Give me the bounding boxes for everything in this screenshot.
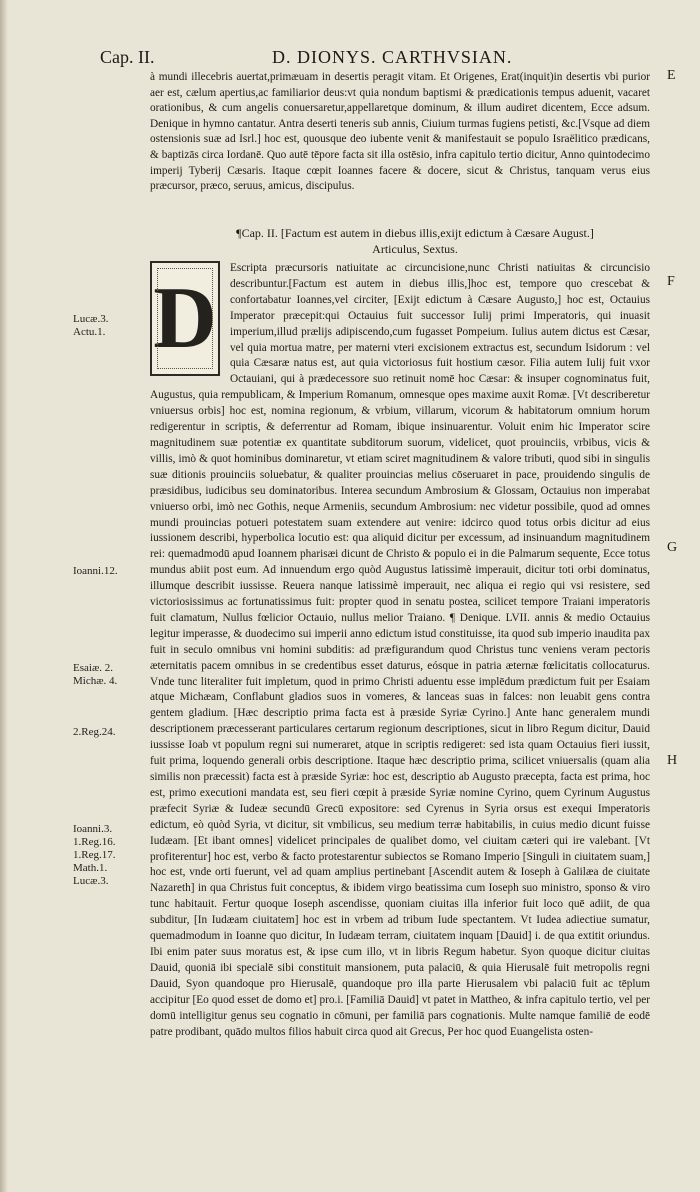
section-letter-g: G — [667, 540, 678, 555]
section-heading-article: Articulus, Sextus. — [372, 242, 458, 256]
section-letter-f: F — [667, 274, 675, 289]
section-letter-h: H — [667, 753, 678, 768]
running-header — [100, 47, 660, 71]
margin-note-esai-mich: Esaiæ. 2. Michæ. 4. — [73, 662, 118, 687]
intro-paragraph: à mundi illecebris auertat,primæuam in desertis peragit vitam. Et Origenes, Erat(inquit)in desertis vbi purior aer est, cælum apertius,ac familiarior deus:vt quia nondum baptismi & prædicationis tempus aduenit, vacaret orationibus, & cum angelis conuersaretur,appellaretque dominum, & illum audiret dicentem, Ecce adsum. Denique in hymno cantatur. Antra deserti teneris sub annis, Ciuium turmas fugiens petisti, &c.[Vsque ad diem ostensionis suæ ad Isrl.] hoc est, quousque deo iubente venit & manifestauit se populo Israëlitico prædicans, & baptizās circa Iordanē. Quo autē tēpore facta sit illa ostēsio, infra capitulo tertio dicitur, Anno quintodecimo imperij Tyberij Cæsaris. Itaque cœpit Ioannes facere & docere, sicut & Christus, tanquam verus eius præcursor, præco, seruus, amicus, discipulus. — [150, 71, 650, 193]
running-title: D. DIONYS. CARTHVSIAN. — [272, 47, 513, 67]
section-heading-title: ¶Cap. II. [Factum est autem in diebus illis,exijt edictum à Cæsare August.] — [236, 226, 594, 240]
margin-note-ioan-reg-math-luc: Ioanni.3. 1.Reg.16. 1.Reg.17. Math.1. Lucæ.3. — [73, 823, 116, 887]
decorated-initial-letter: D — [153, 269, 217, 367]
margin-note-ioan12: Ioanni.12. — [73, 565, 118, 577]
section-heading — [205, 225, 625, 257]
margin-note-reg24: 2.Reg.24. — [73, 726, 116, 738]
main-commentary-text: Escripta præcursoris natiuitate ac circuncisione,nunc Christi natiuitas & circuncisio describuntur.[Factum est autem in diebus illis,]hoc est, tempore quo crescebat & confortabatur Ioannes,vel circiter, [Exijt edictum à Cæsare Augusto,] hoc est, Octauius Imperator præcepit:qui Octauius fuit successor Iulij primi Imperatoris, qui inuasit imperium,illud prælijs adipiscendo,cum fugasset Pompeium. Iulius autem dictus est Cæsar, vel quia mortua matre, per materni vteri excisionem extractus est, secundum Isidorum : vel quia Cæsaræ natus est, aut quia victoriosus fuit hostium cæsor. Filia autem Iulij fuit vxor Octauiani, qui à prædecessore suo retinuit nomē hoc Cæsar: & insuper cognominatus fuit, Augustus, quia rempublicam, & Imperium Romanum, omnesque opes maxime auxit Romæ. [Vt describeretur vniuersus orbis] hoc est, nomina regionum, & vrbium, villarum, vicorum & habitatorum omnium horum redigerentur in scriptis, & deferrentur ad Romam, ibique insinuarentur. Voluit enim hic Imperator scire magnitudinem suæ potentiæ ex quantitate subditorum suorum, videlicet, quot prouinciis, vrbibus, vicis & villis, imò & quot hominibus dominaretur, vt etiam sciret magnitudinem & valore tributi, quod sibi in singulis suæ ditionis prouinciis soluebatur, & qualiter prouincias melius cōseruaret in pace, prouidendo singulis de præsidibus, iudicibus seu dominatoribus. Interea secundum Ambrosium & Glossam, Octauius non imperabat vniuerso orbi, imò nec Gothis, neque Armeniis, secundum Ambrosium: nec videtur possibile, quod ad omnes mundi prouincias potueri potestatem suam extendere aut venire: idcirco quod totus orbis dicitur ad eius iussionem describi, hyperbolica locutio est: qua aliquid dicitur per excessum, ad insinuandum magnitudinem rei: quemadmodū apud Ioannem pharisæi dicunt de Christo & populo ei in die Palmarum sequente, Ecce totus mundus abiit post eum. Ad innuendum ergo quòd Augustus latissimè imperauit, dicitur toti orbi dominatus, illumque describit iussisse. Reuera nanque latissimè imperauit, nec aliqua ei regio qui vsi resistere, sed victoriosissimus ac fortunatissimus fuit: propter quod in senatu postea, scilicet tempore Traiani imperatoris fuit clamatum, Nullus fœlicior Octauio, nullus melior Traiano. ¶ Denique. LVII. annis & medio Octauius legitur imperasse, & duodecimo sui imperii anno edictum istud constituisse, ita quod sub imperio inaudita pax fuit in seculo omnibus vni homini subditis: ad præfigurandum quod Christus tunc veniens veram pectoris æternitatis pacem omnibus in se credentibus esset daturus, eósque in patria æternæ fœlicitatis collocaturus. Vnde tunc literaliter fuit impletum, quod in primo Christi aduentu esse implēdum prædictum fuit per Esaiam atque Michæam, Conflabunt gladios suos in vomeres, & lanceas suas in falces: non leuabit gens contra gentem gladium. [Hæc descriptio prima facta est à præside Syriæ Cyrino.] Ante hanc generalem mundi descriptionem præcesserant particulares certarum regionum descriptiones, sicut in libro Regum dicitur, Dauid iussisse Ioab vt populum regni sui numeraret, atque in scriptis redigeret: sed ista quam Octauius fieri iussit, fuit prima, loquendo generali orbis descriptione. Itaque hæc descriptio prima, scilicet vniuersalis (quam alia similis non præcessit) facta est à præside Syriæ: hoc est, descriptio ab Augusto præcepta, facta est prima, hoc est, primo executioni mandata est, seu fieri cœpit à præside Syriæ nomine Cyrino, quem Cyrinum Augustus præfecit Syriæ & Iudeæ secundū Grecū expositore: sed Cyrenus in Syria orsus est exequi Imperatoris edictum, eò quòd Syria, vt dicitur, sit vmbilicus, seu medium terræ habitabilis, in cuius medio dicunt fuisse Iudæam. [Et ibant omnes] videlicet principales de qualibet domo, vel ciuitam cæteri qui ire valebant. [Vt profiterentur] hoc est, verbo & facto protestarentur subiectos se Romano Imperio [Singuli in ciuitatem suam,] hoc est, vnde orti fuerunt, vel ad quam amplius pertinebant [Ascendit autem & Ioseph à Galilæa de ciuitate Nazareth] in qua Christus fuit conceptus, & ibidem virgo beatissima cum Ioseph suo ministro, sponso & viro tunc habitauit. Fertur quoque Ioseph ascendisse, quoniam ciuitas illa inferior fuit loco quē adiit, de qua subditur, [In Iudæam ciuitatem] hoc est in vrbem ad tribum Iude spectantem. Vt Iudea adiectiue sumatur, quemadmodum in Ioanne quo dicitur, In Iudæam terram, ciuitatem inquam [Dauid] i. de qua extitit oriundus. Ibi enim pater suus moratus est, & ipse cum illo, vt in libris Regum habetur. Syon quoque dicitur ciuitas Dauid, quoniā ibi specialē sibi constituit mansionem, puta palaciū, & quia Hierusalē fuit metropolis regni Dauid, Syon quandoque pro Hierusalē, quandoque pro illa parte Hierusalem vbi palaciū fuit ac tēplum accipitur [Eo quod esset de domo et] pro.i. [Familiā Dauid] vt patet in Mattheo, & infra capitulo tertio, vel per domū intelligitur genus seu cognatio in cōmuni, per familiā pars cognationis. Multe namque familiē de eodē patre prodibant, quādo multos filios habuit circa quod ait Grecus, Per hoc quod Euangelista osten- — [150, 262, 650, 1038]
page-gutter-shadow — [0, 0, 8, 1192]
margin-note-luc-act: Lucæ.3. Actu.1. — [73, 313, 109, 338]
chapter-label: Cap. II. — [100, 47, 155, 67]
section-letter-e: E — [667, 68, 676, 83]
main-commentary — [150, 261, 650, 1040]
decorated-initial — [150, 261, 220, 376]
